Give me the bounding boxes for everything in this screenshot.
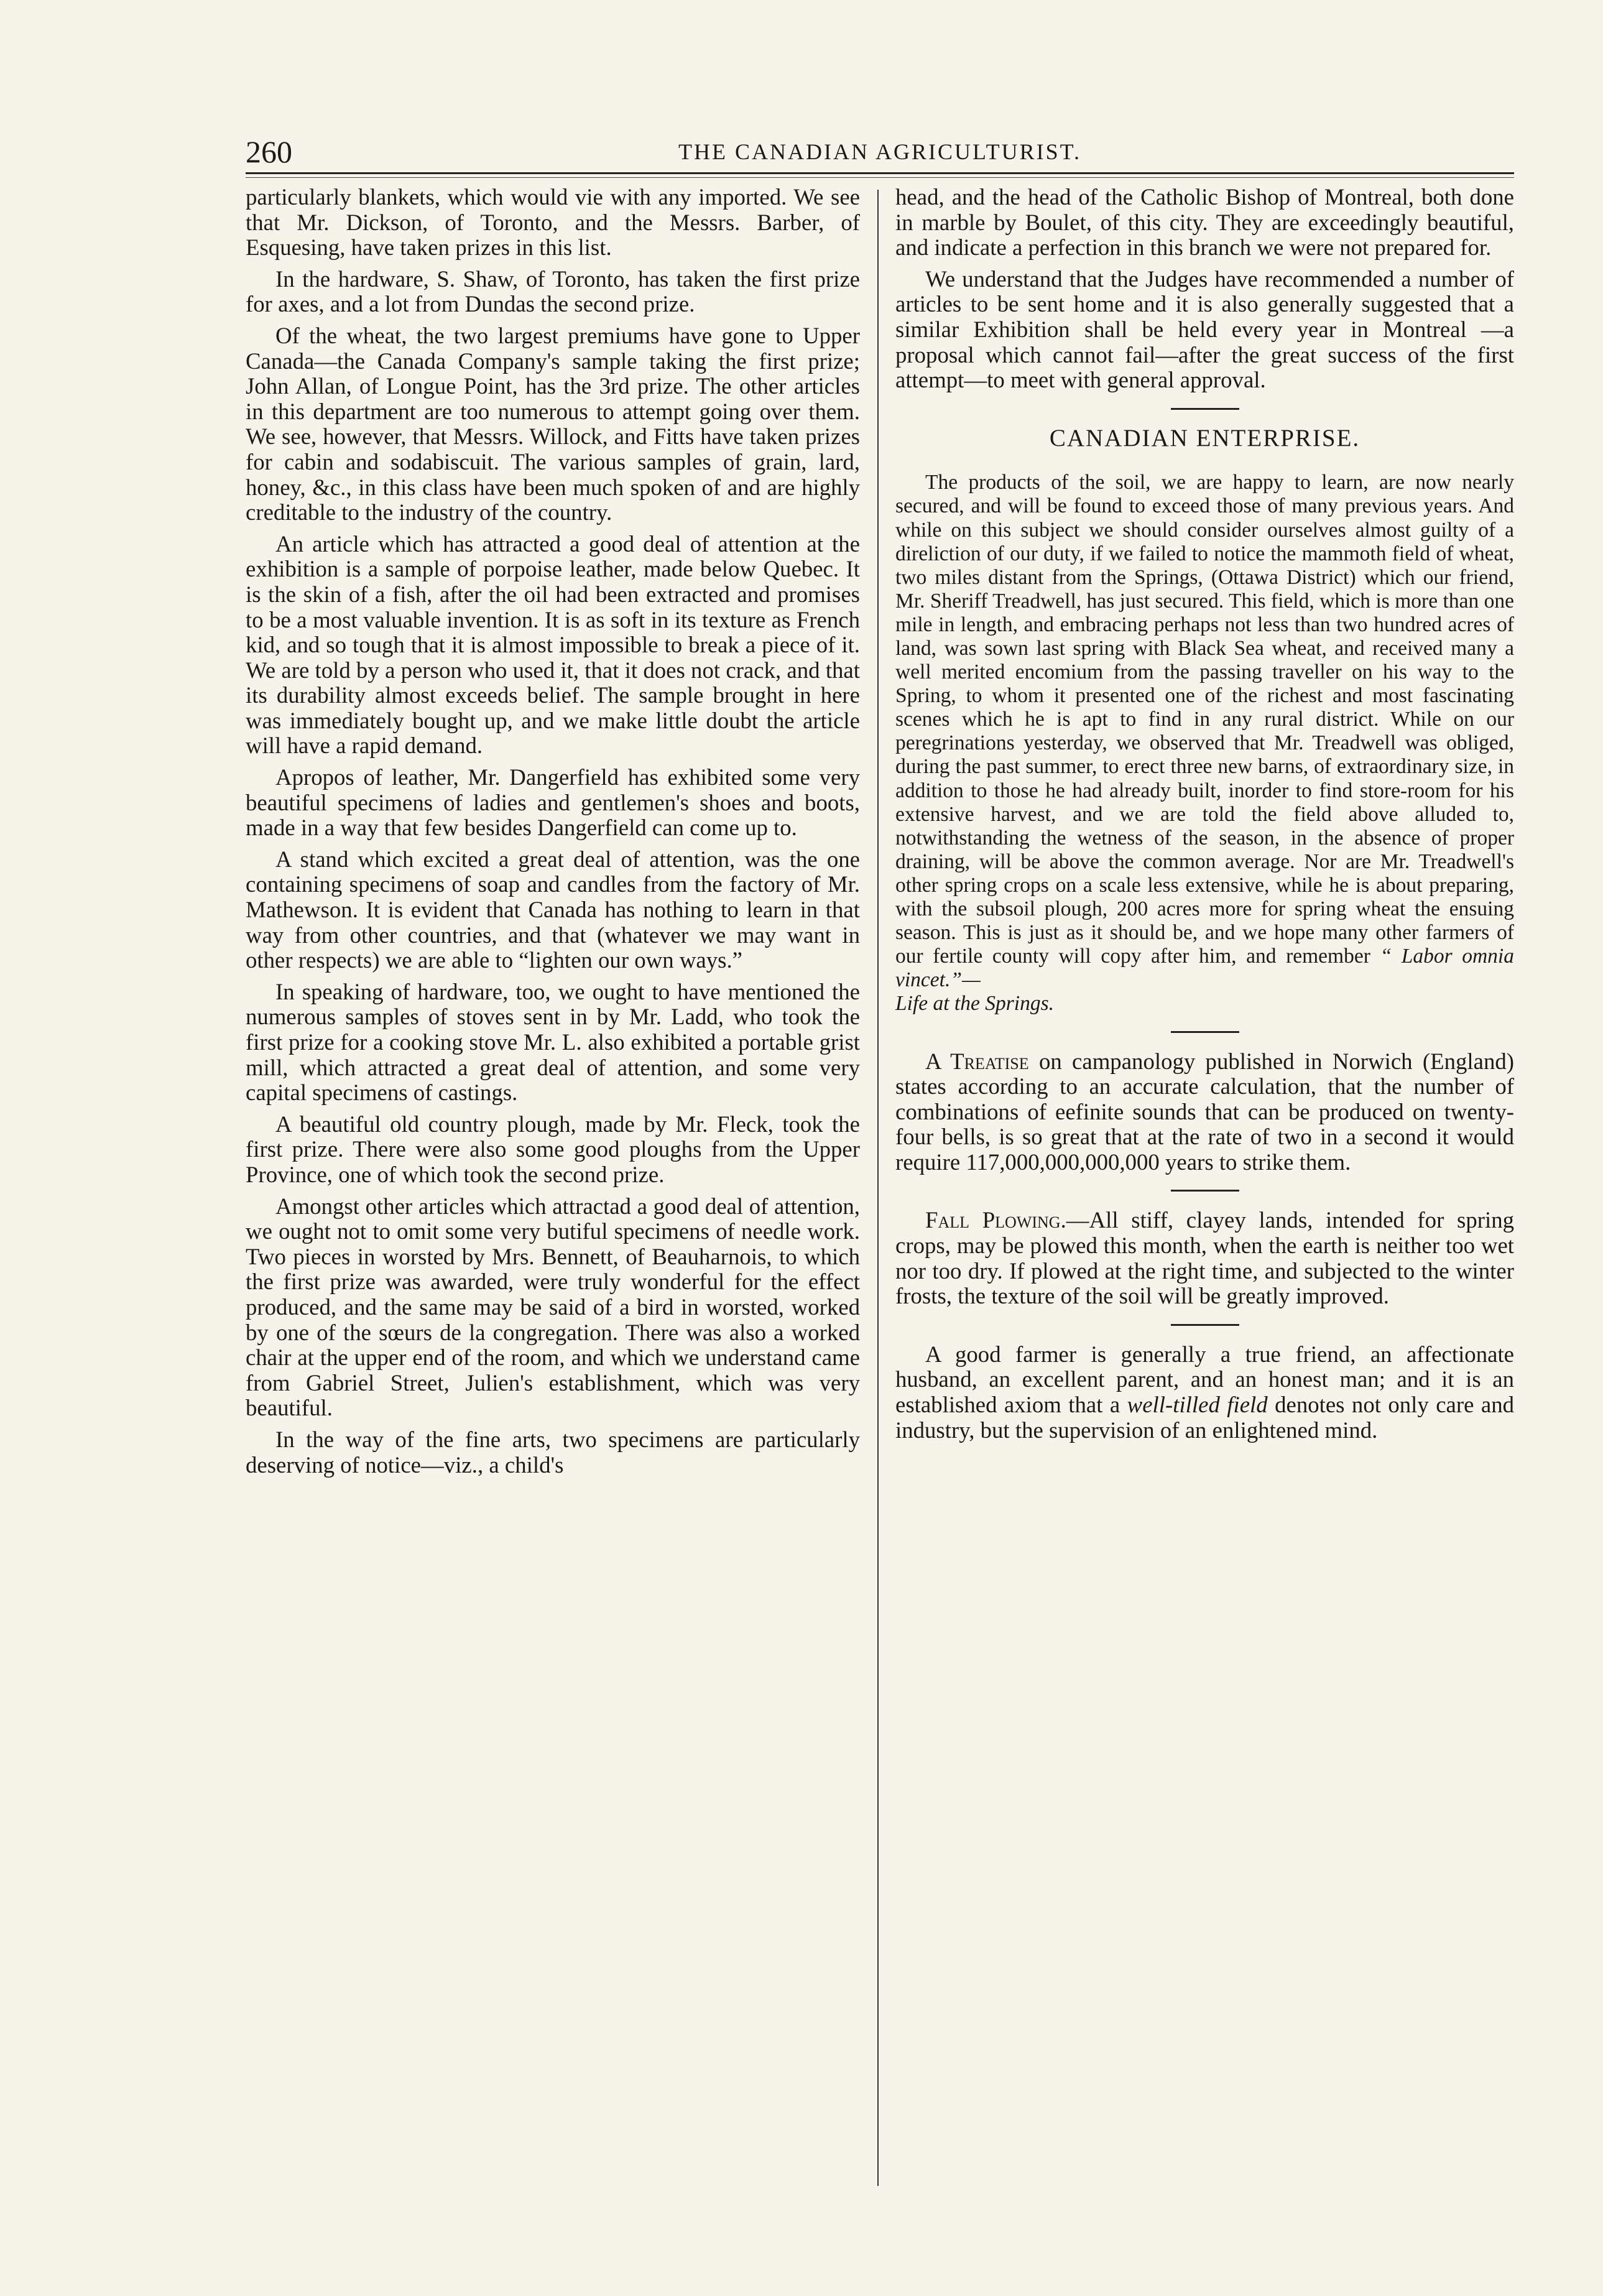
section-rule	[1171, 1324, 1239, 1326]
paragraph: Of the wheat, the two largest premiums have gone to Upper Canada—the Canada Company's sample taking the first prize; John Allan, of Longue Point, has the 3rd prize. The other articles in this department are too numerous to attempt going over them. We see, however, that Messrs. Willock, and Fitts have taken prizes for cabin and sodabiscuit. The various samples of grain, lard, honey, &c., in this class have been much spoken of and are highly creditable to the industry of the country.	[246, 322, 860, 525]
column-divider	[877, 190, 879, 2186]
section-rule	[1171, 1190, 1239, 1192]
enterprise-source: Life at the Springs.	[895, 992, 1054, 1016]
page-header	[246, 134, 1514, 171]
page-number: 260	[246, 134, 292, 169]
right-column	[895, 185, 1514, 2223]
farmer-text-a: A good farmer is generally a true friend, an affectionate husband, an excellent parent, and an honest man; and it is an established axiom that a	[895, 1341, 1514, 1418]
treatise-article	[895, 1049, 1514, 1175]
running-head: THE CANADIAN AGRICULTURIST.	[678, 139, 1081, 164]
fall-plowing-text: —All stiff, clayey lands, intended for spring crops, may be plowed this month, when the earth is neither too wet nor too dry. If plowed at the right time, and subjected to the winter frosts, the texture of the soil will be greatly improved.	[895, 1207, 1514, 1309]
section-title: CANADIAN ENTERPRISE.	[1049, 424, 1360, 451]
paragraph: head, and the head of the Catholic Bishop of Montreal, both done in marble by Boulet, of this city. They are exceedingly beautiful, and indicate a perfection in this branch we were not prepared for.	[895, 184, 1514, 261]
paragraph: In the way of the fine arts, two specimens are particularly deserving of notice—viz., a child's	[246, 1426, 860, 1478]
header-rule	[246, 172, 1514, 174]
paragraph: Amongst other articles which attractad a good deal of attention, we ought not to omit some very butiful specimens of needle work. Two pieces in worsted by Mrs. Bennett, of Beauharnois, to which the first prize was awarded, were truly wonderful for the effect produced, and the same may be said of a bird in worsted, worked by one of the sœurs de la congregation. There was also a worked chair at the upper end of the room, and which we understand came from Gabriel Street, Julien's establishment, which was very beautiful.	[246, 1193, 860, 1421]
enterprise-motto: “ Labor omnia vincet.”—	[895, 945, 1514, 992]
farmer-article	[895, 1342, 1514, 1443]
farmer-italic: well-tilled field	[1127, 1392, 1268, 1418]
treatise-lead: A Treatise	[925, 1048, 1029, 1074]
paragraph: Apropos of leather, Mr. Dangerfield has exhibited some very beautiful specimens of ladies and gentlemen's shoes and boots, made in a way that few besides Dangerfield can come up to.	[246, 764, 860, 841]
two-column-body	[246, 185, 1514, 2223]
left-column	[246, 185, 860, 2223]
fall-plowing-article	[895, 1208, 1514, 1308]
paragraph: In the hardware, S. Shaw, of Toronto, has taken the first prize for axes, and a lot from Dundas the second prize.	[246, 266, 860, 317]
paragraph: A beautiful old country plough, made by Mr. Fleck, took the first prize. There were also some good ploughs from the Upper Province, one of which took the second prize.	[246, 1111, 860, 1187]
paragraph: particularly blankets, which would vie with any imported. We see that Mr. Dickson, of Toronto, and the Messrs. Barber, of Esquesing, have taken prizes in this list.	[246, 184, 860, 261]
farmer-text-b: denotes not only care and industry, but the supervision of an enlightened mind.	[895, 1392, 1514, 1443]
journal-page	[246, 134, 1514, 2223]
section-rule	[1171, 408, 1239, 410]
enterprise-article	[895, 471, 1514, 1016]
paragraph: A stand which excited a great deal of attention, was the one containing specimens of soap and candles from the factory of Mr. Mathewson. It is evident that Canada has nothing to learn in that way from other countries, and that (whatever we may want in other respects) we are able to “lighten our own ways.”	[246, 846, 860, 973]
header-rule-thin	[246, 177, 1514, 178]
paragraph: We understand that the Judges have recommended a number of articles to be sent home and it is also generally suggested that a similar Exhibition shall be held every year in Montreal —a proposal which cannot fail—after the great success of the first attempt—to meet with general approval.	[895, 266, 1514, 393]
treatise-text: on campanology published in Norwich (England) states according to an accurate calculation, that the number of combinations of eefinite sounds that can be produced on twenty-four bells, is so great that at the rate of two in a second it would require 117,000,000,000,000 years to strike them.	[895, 1048, 1515, 1175]
enterprise-text: The products of the soil, we are happy to learn, are now nearly secured, and will be found to exceed those of many previous years. And while on this subject we should consider ourselves almost guilty of a direliction of our duty, if we failed to notice the mammoth field of wheat, two miles distant from the Springs, (Ottawa District) which our friend, Mr. Sheriff Treadwell, has just secured. This field, which is more than one mile in length, and embracing perhaps not less than two hundred acres of land, was sown last spring with Black Sea wheat, and received many a well merited encomium from the passing traveller on his way to the Spring, to whom it presented one of the richest and most fascinating scenes which he is apt to find in any rural district. While on our peregrinations yesterday, we observed that Mr. Treadwell was obliged, during the past summer, to erect three new barns, of extraordinary size, in addition to those he had already built, inorder to find store-room for his extensive harvest, and we are told the field above alluded to, notwithstanding the wetness of the season, in the absence of proper draining, will be above the common average. Nor are Mr. Treadwell's other spring crops on a scale less extensive, while he is about preparing, with the subsoil plough, 200 acres more for spring wheat the ensuing season. This is just as it should be, and we hope many other farmers of our fertile county will copy after him, and remember	[895, 471, 1514, 968]
paragraph: In speaking of hardware, too, we ought to have mentioned the numerous samples of stoves sent in by Mr. Ladd, who took the first prize for a cooking stove Mr. L. also exhibited a portable grist mill, which attracted a great deal of attention, and some very capital specimens of castings.	[246, 978, 860, 1106]
paragraph: An article which has attracted a good deal of attention at the exhibition is a sample of porpoise leather, made below Quebec. It is the skin of a fish, after the oil had been extracted and promises to be a most valuable invention. It is as soft in its texture as French kid, and so tough that it is almost impossible to break a piece of it. We are told by a person who used it, that it does not crack, and that its durability almost exceeds belief. The sample brought in here was immediately bought up, and we make little doubt the article will have a rapid demand.	[246, 530, 860, 759]
section-rule	[1171, 1031, 1239, 1033]
fall-plowing-lead: Fall Plowing.	[925, 1207, 1066, 1233]
